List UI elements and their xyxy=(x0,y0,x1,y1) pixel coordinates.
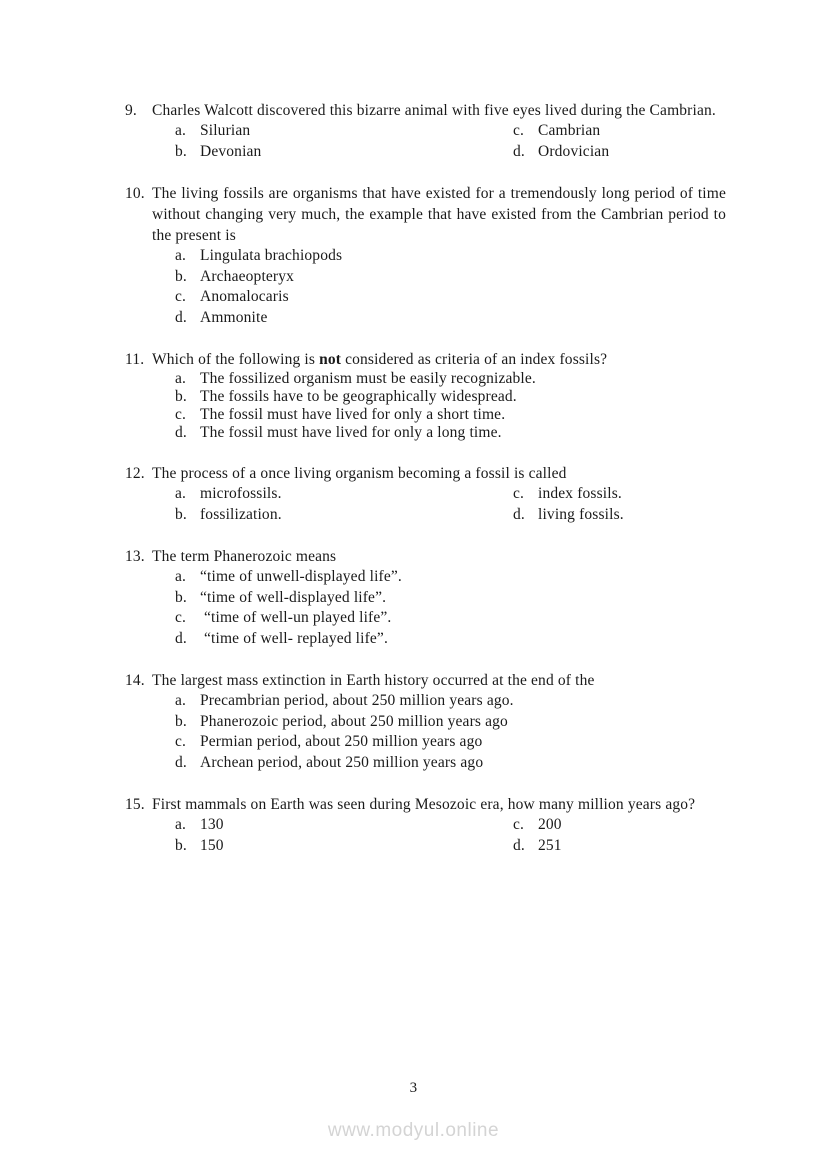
option-text: Devonian xyxy=(200,142,262,160)
option-letter: d. xyxy=(513,142,525,160)
option-text: Phanerozoic period, about 250 million years ago xyxy=(200,712,508,730)
questions-section xyxy=(125,100,726,877)
option-item xyxy=(490,815,726,836)
option-item xyxy=(490,505,726,526)
question-item xyxy=(125,100,726,162)
option-text: Silurian xyxy=(200,122,251,139)
option-letter: a. xyxy=(175,485,187,502)
option-letter: a. xyxy=(175,692,187,709)
question-number: 14. xyxy=(125,672,145,689)
question-number: 12. xyxy=(125,465,145,482)
option-item xyxy=(152,836,490,857)
option-text: Archaeopteryx xyxy=(200,267,295,285)
option-item xyxy=(152,388,726,406)
option-letter: b. xyxy=(175,505,187,523)
option-text: index fossils. xyxy=(538,485,622,502)
option-item xyxy=(152,588,726,609)
option-item xyxy=(152,246,726,267)
question-item xyxy=(125,670,726,773)
option-item xyxy=(152,424,726,442)
option-item xyxy=(490,836,726,857)
option-item xyxy=(152,370,726,388)
option-text: “time of well-un played life”. xyxy=(200,609,392,626)
option-letter: d. xyxy=(175,308,187,326)
question-text xyxy=(152,463,726,484)
option-text: “time of unwell-displayed life”. xyxy=(200,568,402,585)
question-text-bold-segment: not xyxy=(319,351,342,368)
option-letter: c. xyxy=(175,288,187,305)
question-body xyxy=(152,794,726,856)
question-number: 15. xyxy=(125,796,145,813)
option-item xyxy=(152,267,726,288)
option-item xyxy=(152,691,726,712)
option-letter: b. xyxy=(175,388,187,405)
option-letter: b. xyxy=(175,588,187,606)
option-letter: a. xyxy=(175,370,187,387)
question-text-segment: The term Phanerozoic means xyxy=(152,548,337,565)
options-list xyxy=(152,567,726,649)
option-item xyxy=(152,505,490,526)
question-item xyxy=(125,183,726,328)
option-item xyxy=(152,142,490,163)
question-item xyxy=(125,349,726,442)
option-item xyxy=(152,287,726,308)
options-list xyxy=(152,691,726,773)
question-text xyxy=(152,546,726,567)
question-item xyxy=(125,794,726,856)
option-letter: c. xyxy=(175,609,187,626)
question-text-segment: Which of the following is xyxy=(152,351,320,368)
option-text: Lingulata brachiopods xyxy=(200,247,343,264)
option-letter: b. xyxy=(175,142,187,160)
option-letter: c. xyxy=(513,485,525,502)
question-number: 10. xyxy=(125,185,145,202)
option-text: living fossils. xyxy=(538,505,624,523)
option-letter: c. xyxy=(513,816,525,833)
option-letter: d. xyxy=(175,629,187,647)
options-list xyxy=(152,370,726,442)
question-body xyxy=(152,546,726,649)
watermark-url: www.modyul.online xyxy=(327,1120,500,1141)
question-item xyxy=(125,546,726,649)
question-text xyxy=(152,670,726,691)
option-item xyxy=(152,121,490,142)
option-item xyxy=(152,629,726,650)
option-item xyxy=(152,484,490,505)
question-text xyxy=(152,349,726,370)
option-item xyxy=(490,121,726,142)
option-item xyxy=(152,308,726,329)
option-text: 200 xyxy=(538,816,562,833)
option-letter: a. xyxy=(175,122,187,139)
options-list xyxy=(152,121,726,162)
question-body xyxy=(152,183,726,328)
option-text: Ammonite xyxy=(200,308,268,326)
option-text: The fossilized organism must be easily recognizable. xyxy=(200,370,536,387)
question-text xyxy=(152,183,726,246)
question-number: 13. xyxy=(125,548,145,565)
option-item xyxy=(490,484,726,505)
option-text: Precambrian period, about 250 million years ago. xyxy=(200,692,514,709)
question-text xyxy=(152,100,726,121)
option-letter: d. xyxy=(175,424,187,441)
option-letter: b. xyxy=(175,712,187,730)
option-letter: c. xyxy=(175,733,187,750)
question-text-segment: considered as criteria of an index fossils? xyxy=(341,351,608,368)
option-item xyxy=(152,406,726,424)
question-text xyxy=(152,794,726,815)
option-text: microfossils. xyxy=(200,485,282,502)
question-body xyxy=(152,100,726,162)
question-number: 11. xyxy=(125,351,145,368)
option-letter: d. xyxy=(513,836,525,854)
options-list xyxy=(152,484,726,525)
question-number: 9. xyxy=(125,102,137,119)
option-letter: d. xyxy=(175,753,187,771)
options-list xyxy=(152,815,726,856)
options-list xyxy=(152,246,726,328)
question-text-segment: The living fossils are organisms that have existed for a tremendously long period of time without changing very much, the example that have existed from the Cambrian period to the present is xyxy=(152,185,726,244)
question-body xyxy=(152,670,726,773)
option-item xyxy=(152,732,726,753)
option-letter: a. xyxy=(175,816,187,833)
option-text: Cambrian xyxy=(538,122,601,139)
option-letter: a. xyxy=(175,247,187,264)
option-text: 150 xyxy=(200,836,224,854)
option-text: fossilization. xyxy=(200,505,282,523)
question-body xyxy=(152,349,726,442)
option-text: “time of well- replayed life”. xyxy=(200,629,388,647)
option-item xyxy=(152,712,726,733)
option-item xyxy=(490,142,726,163)
question-text-segment: First mammals on Earth was seen during Mesozoic era, how many million years ago? xyxy=(152,796,696,813)
option-text: Permian period, about 250 million years ago xyxy=(200,733,483,750)
option-letter: b. xyxy=(175,836,187,854)
option-text: Ordovician xyxy=(538,142,610,160)
option-text: The fossils have to be geographically widespread. xyxy=(200,388,517,405)
question-text-segment: The largest mass extinction in Earth history occurred at the end of the xyxy=(152,672,595,689)
option-text: Anomalocaris xyxy=(200,288,289,305)
option-letter: c. xyxy=(513,122,525,139)
option-text: 251 xyxy=(538,836,562,854)
question-text-segment: The process of a once living organism becoming a fossil is called xyxy=(152,465,567,482)
option-item xyxy=(152,608,726,629)
option-letter: b. xyxy=(175,267,187,285)
question-body xyxy=(152,463,726,525)
page-number: 3 xyxy=(409,1080,418,1096)
question-text-segment: Charles Walcott discovered this bizarre animal with five eyes lived during the Cambrian. xyxy=(152,102,716,119)
option-item xyxy=(152,753,726,774)
option-text: The fossil must have lived for only a short time. xyxy=(200,406,506,423)
option-item xyxy=(152,815,490,836)
question-item xyxy=(125,463,726,525)
option-text: The fossil must have lived for only a long time. xyxy=(200,424,502,441)
option-text: Archean period, about 250 million years ago xyxy=(200,753,484,771)
option-item xyxy=(152,567,726,588)
option-letter: d. xyxy=(513,505,525,523)
option-letter: a. xyxy=(175,568,187,585)
option-letter: c. xyxy=(175,406,187,423)
option-text: “time of well-displayed life”. xyxy=(200,588,387,606)
option-text: 130 xyxy=(200,816,224,833)
